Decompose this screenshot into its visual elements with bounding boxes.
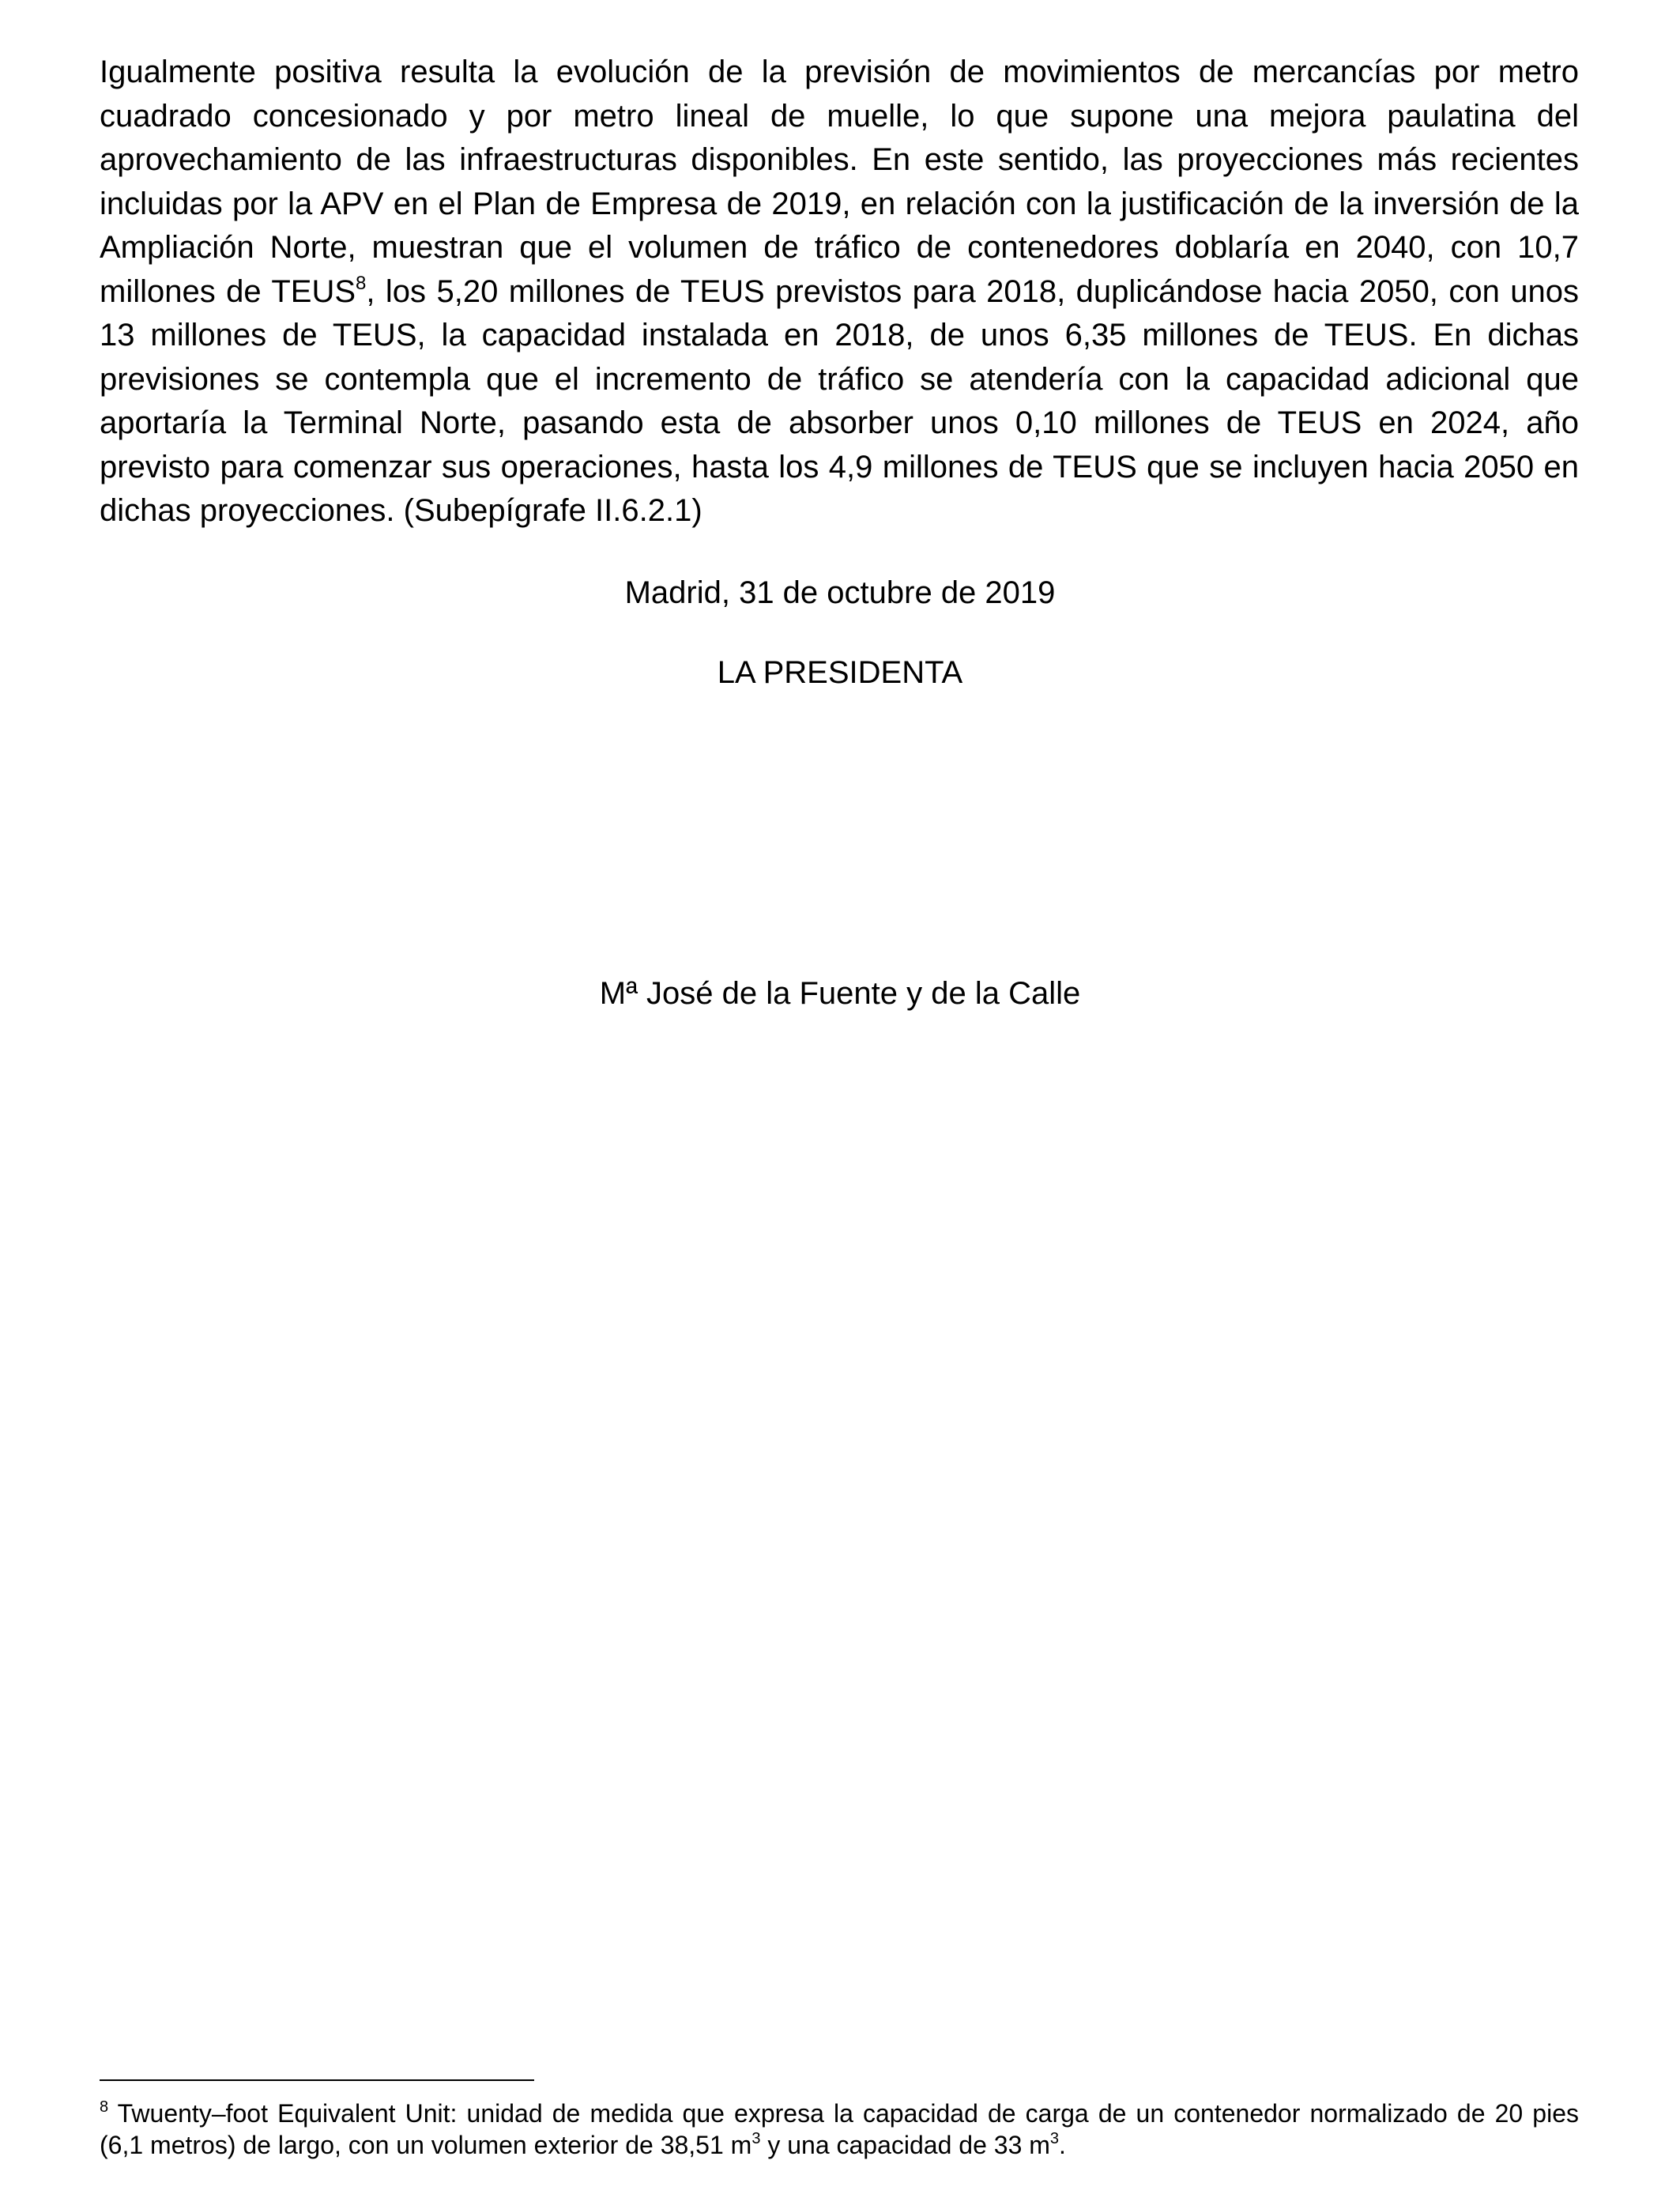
- footnote-text-part3: .: [1059, 2131, 1066, 2159]
- footnote-exponent-1: 3: [751, 2130, 761, 2147]
- footnote-text-part1: Twuenty–foot Equivalent Unit: unidad de medida que expresa la capacidad de carga de un contenedor normalizado de 20 pies (6,1 metros) de largo, con un volumen exterior de 38,51 m: [100, 2099, 1579, 2159]
- footnote-text-part2: y una capacidad de 33 m: [760, 2131, 1050, 2159]
- footnote-exponent-2: 3: [1049, 2130, 1060, 2147]
- body-paragraph-part2: , los 5,20 millones de TEUS previstos para 2018, duplicándose hacia 2050, con unos 13 millones de TEUS, la capacidad instalada en 2018, de unos 6,35 millones de TEUS. En dichas previsiones se contempla que el incremento de tráfico se atendería con la capacidad adicional que aportaría la Terminal Norte, pasando esta de absorber unos 0,10 millones de TEUS en 2024, año previsto para comenzar sus operaciones, hasta los 4,9 millones de TEUS que se incluyen hacia 2050 en dichas proyecciones. (Subepígrafe II.6.2.1): [100, 273, 1579, 528]
- footnote: [100, 2098, 1579, 2161]
- footnote-separator: [100, 2079, 534, 2081]
- place-date: Madrid, 31 de octubre de 2019: [624, 575, 1056, 610]
- body-paragraph: [100, 51, 1579, 533]
- footnote-reference: 8: [356, 272, 367, 294]
- footnote-number: 8: [100, 2098, 109, 2116]
- signer-name: Mª José de la Fuente y de la Calle: [599, 976, 1081, 1011]
- signer-title: LA PRESIDENTA: [717, 655, 963, 690]
- body-paragraph-part1: Igualmente positiva resulta la evolución de la previsión de movimientos de mercancías por metro cuadrado concesionado y por metro lineal de muelle, lo que supone una mejora paulatina del aprovechamiento de las infraestructuras disponibles. En este sentido, las proyecciones más recientes incluidas por la APV en el Plan de Empresa de 2019, en relación con la justificación de la inversión de la Ampliación Norte, muestran que el volumen de tráfico de contenedores doblaría en 2040, con 10,7 millones de TEUS: [100, 55, 1579, 309]
